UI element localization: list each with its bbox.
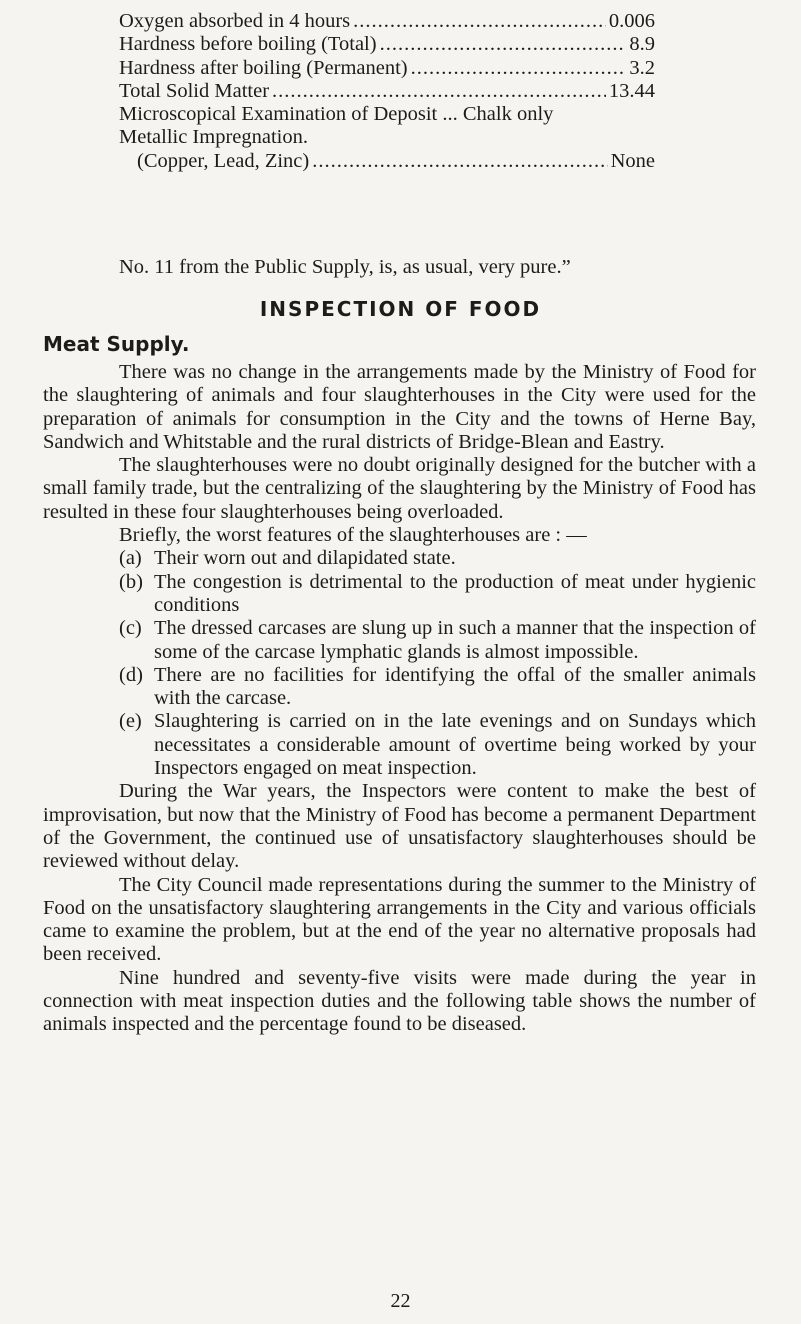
analysis-value: 13.44 xyxy=(608,79,655,102)
paragraph: The slaughterhouses were no doubt originally designed for the butcher with a small family trade, but the centralizing of the slaughtering by the Ministry of Food has resulted in these four slaughterhouses being overloaded. xyxy=(43,454,756,523)
analysis-value: None xyxy=(610,149,655,172)
subsection-heading: Meat Supply. xyxy=(43,332,190,356)
list-item xyxy=(43,571,756,618)
list-item xyxy=(43,664,756,711)
features-list xyxy=(43,547,756,780)
item-marker: (d) xyxy=(119,663,143,686)
analysis-row-microscopic: Microscopical Examination of Deposit ... Chalk only xyxy=(119,103,554,126)
analysis-row-oxygen xyxy=(119,10,655,33)
analysis-row-hardness-total xyxy=(119,33,655,56)
paragraph: During the War years, the Inspectors were content to make the best of improvisation, but now that the Ministry of Food has become a permanent Department of the Government, the continued use of unsatisfactory slaughterhouses should be reviewed without delay. xyxy=(43,780,756,873)
item-text: Slaughtering is carried on in the late evenings and on Sundays which necessitates a considerable amount of overtime being worked by your Inspectors engaged on meat inspection. xyxy=(154,710,756,780)
paragraph: The City Council made representations during the summer to the Ministry of Food on the unsatisfactory slaughtering arrangements in the City and various officials came to examine the problem, but at the end of the year no alternative proposals had been received. xyxy=(43,873,756,966)
list-item xyxy=(43,710,756,780)
list-item xyxy=(43,547,756,570)
item-marker: (a) xyxy=(119,547,142,570)
analysis-row-hardness-permanent xyxy=(119,57,655,80)
analysis-row-metallic: Metallic Impregnation. xyxy=(119,126,308,149)
page-number: 22 xyxy=(390,1290,411,1312)
analysis-row-metals xyxy=(119,150,655,173)
supply-closing-line: No. 11 from the Public Supply, is, as usual, very pure.” xyxy=(119,256,571,278)
analysis-value: 3.2 xyxy=(629,56,655,79)
analysis-value: 8.9 xyxy=(629,33,655,56)
paragraph: Nine hundred and seventy-five visits were made during the year in connection with meat inspection duties and the following table shows the number of animals inspected and the percentage found to be diseased. xyxy=(43,966,756,1036)
item-text: The congestion is detrimental to the production of meat under hygienic conditions xyxy=(154,570,756,616)
analysis-label: Total Solid Matter xyxy=(119,79,270,102)
analysis-label: Hardness after boiling (Permanent) xyxy=(119,56,408,79)
dot-leader xyxy=(272,80,606,103)
paragraph: There was no change in the arrangements made by the Ministry of Food for the slaughtering of animals and four slaughterhouses in the City were used for the preparation of animals for consumption in the City and the towns of Herne Bay, Sandwich and Whitstable and the rural districts of Bridge-Blean and Eastry. xyxy=(43,361,756,453)
item-marker: (c) xyxy=(119,617,142,640)
dot-leader xyxy=(380,33,627,56)
analysis-row-solids xyxy=(119,80,655,103)
item-text: The dressed carcases are slung up in such a manner that the inspection of some of the carcase lymphatic glands is almost impossible. xyxy=(154,617,756,663)
analysis-label: Oxygen absorbed in 4 hours xyxy=(119,10,351,32)
analysis-label: (Copper, Lead, Zinc) xyxy=(137,149,310,172)
water-analysis-list xyxy=(119,10,655,173)
analysis-label: Hardness before boiling (Total) xyxy=(119,33,377,56)
dot-leader xyxy=(353,10,606,33)
body-text xyxy=(43,361,756,1037)
dot-leader xyxy=(411,57,627,80)
paragraph: Briefly, the worst features of the slaughterhouses are : — xyxy=(119,524,587,547)
section-heading: INSPECTION OF FOOD xyxy=(259,297,542,321)
item-marker: (e) xyxy=(119,710,142,733)
item-text: There are no facilities for identifying the offal of the smaller animals with the carcase. xyxy=(154,663,756,710)
item-marker: (b) xyxy=(119,570,143,593)
analysis-value: 0.006 xyxy=(608,10,655,32)
list-item xyxy=(43,617,756,664)
dot-leader xyxy=(312,150,607,173)
item-text: Their worn out and dilapidated state. xyxy=(154,547,456,570)
